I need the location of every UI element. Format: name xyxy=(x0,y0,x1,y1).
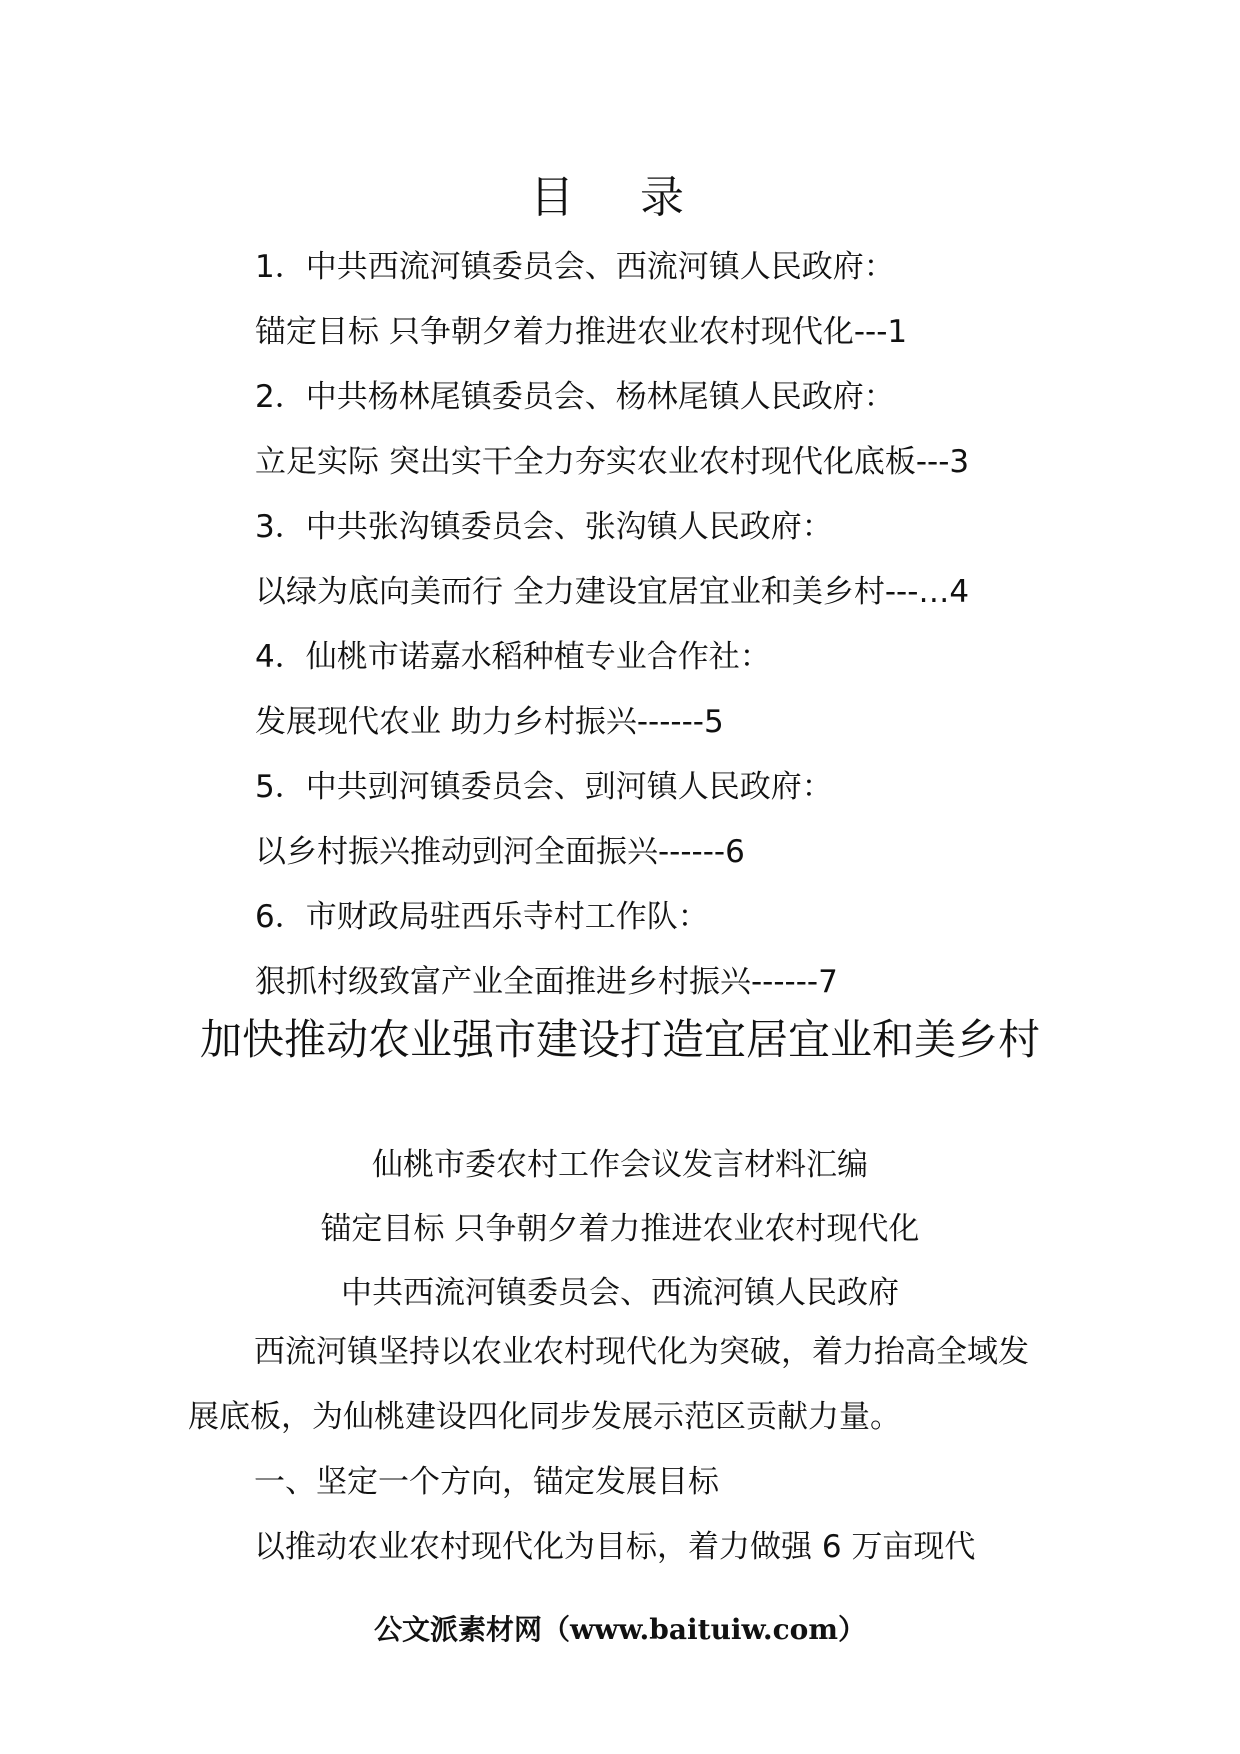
toc-entry-heading[interactable]: 5．中共剅河镇委员会、剅河镇人民政府： xyxy=(255,769,833,805)
article-body xyxy=(188,1320,1058,1580)
toc-entry-heading[interactable]: 3．中共张沟镇委员会、张沟镇人民政府： xyxy=(255,509,833,545)
body-paragraph: 以推动农业农村现代化为目标，着力做强 6 万亩现代 xyxy=(254,1529,976,1565)
article-title: 锚定目标 只争朝夕着力推进农业农村现代化 xyxy=(320,1211,920,1247)
toc-title: 目 录 xyxy=(530,172,710,223)
toc-entry-heading[interactable]: 4．仙桃市诺嘉水稻种植专业合作社： xyxy=(255,639,771,675)
toc-entry-heading[interactable]: 6．市财政局驻西乐寺村工作队： xyxy=(255,899,709,935)
toc-entry-title[interactable]: 发展现代农业 助力乡村振兴------5 xyxy=(255,704,724,740)
toc-entry-title[interactable]: 狠抓村级致富产业全面推进乡村振兴------7 xyxy=(255,964,838,1000)
document-subtitle: 仙桃市委农村工作会议发言材料汇编 xyxy=(372,1147,868,1183)
toc-entry-title[interactable]: 立足实际 突出实干全力夯实农业农村现代化底板---3 xyxy=(255,444,970,480)
toc-entry-title[interactable]: 以乡村振兴推动剅河全面振兴------6 xyxy=(255,834,745,870)
section-heading: 一、坚定一个方向，锚定发展目标 xyxy=(254,1464,719,1500)
toc-entry-title[interactable]: 以绿为底向美而行 全力建设宜居宜业和美乡村---…4 xyxy=(255,574,970,610)
body-paragraph: 西流河镇坚持以农业农村现代化为突破，着力抬高全域发展底板，为仙桃建设四化同步发展示范区贡献力量。 xyxy=(188,1334,1029,1435)
toc-entry-title[interactable]: 锚定目标 只争朝夕着力推进农业农村现代化---1 xyxy=(255,314,908,350)
article-author: 中共西流河镇委员会、西流河镇人民政府 xyxy=(341,1275,899,1311)
table-of-contents xyxy=(255,235,1155,1015)
footer-watermark: 公文派素材网（www.baituiw.com） xyxy=(374,1613,866,1646)
toc-entry-heading[interactable]: 1．中共西流河镇委员会、西流河镇人民政府： xyxy=(255,249,895,285)
document-main-title: 加快推动农业强市建设打造宜居宜业和美乡村 xyxy=(199,1015,1040,1064)
toc-entry-heading[interactable]: 2．中共杨林尾镇委员会、杨林尾镇人民政府： xyxy=(255,379,895,415)
